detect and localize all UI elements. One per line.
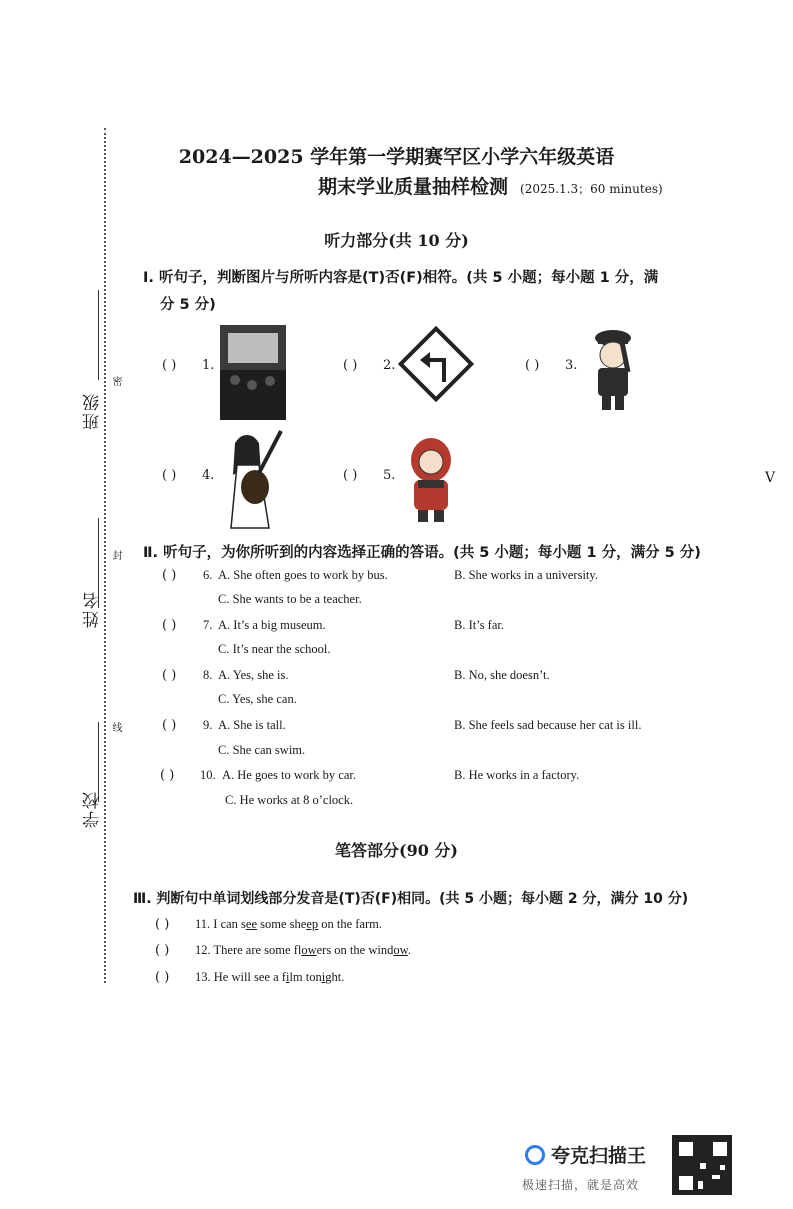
part3-instruction: Ⅲ. 判断句中单词划线部分发音是(T)否(F)相同。(共 5 小题；每小题 2 分，满分 10 分) <box>133 891 689 907</box>
subtitle-text: 期末学业质量抽样检测 <box>318 176 509 198</box>
option-b: B. It’s far. <box>454 618 504 632</box>
class-label: 班级 <box>83 392 103 430</box>
seal-char-xian: 线 <box>110 722 121 732</box>
option-a: A. He goes to work by car. <box>222 768 356 782</box>
option-b: B. She feels sad because her cat is ill. <box>454 718 642 732</box>
answer-blank-12[interactable]: ( ) <box>155 943 170 958</box>
question-number: 9. <box>203 718 213 732</box>
date-note: (2025.1.3；60 minutes) <box>520 182 663 196</box>
name-label: 姓名 <box>83 590 103 628</box>
sentence: 11. I can see some sheep on the farm. <box>195 917 383 931</box>
exam-title: 2024—2025 学年第一学期赛罕区小学六年级英语 <box>178 146 615 168</box>
brand-name: 夸克扫描王 <box>551 1145 647 1167</box>
option-c: C. She wants to be a teacher. <box>218 592 362 606</box>
item-number-2: 2. <box>383 358 396 373</box>
option-c: C. Yes, she can. <box>218 692 297 706</box>
option-a: A. She often goes to work by bus. <box>218 568 388 582</box>
item-number-1: 1. <box>202 358 215 373</box>
option-c: C. He works at 8 o’clock. <box>225 793 354 807</box>
concert-photo-image <box>220 325 286 420</box>
answer-blank-2[interactable]: ( ) <box>343 358 358 373</box>
answer-blank-8[interactable]: ( ) <box>162 668 177 683</box>
item-number-3: 3. <box>565 358 578 373</box>
answer-blank-13[interactable]: ( ) <box>155 970 170 985</box>
option-c: C. She can swim. <box>218 743 306 757</box>
answer-blank-3[interactable]: ( ) <box>525 358 540 373</box>
item-number-5: 5. <box>383 468 396 483</box>
question-number: 8. <box>203 668 213 682</box>
scanner-logo-icon <box>525 1145 545 1165</box>
police-officer-icon <box>582 322 644 412</box>
underlined-sound-1: ow <box>301 943 317 957</box>
writing-heading: 笔答部分(90 分) <box>335 841 458 860</box>
answer-blank-5[interactable]: ( ) <box>343 468 358 483</box>
edge-mark: V <box>765 470 776 486</box>
part2-instruction: Ⅱ. 听句子，为你所听到的内容选择正确的答语。(共 5 小题；每小题 1 分，满分 5 分) <box>143 545 701 561</box>
answer-blank-11[interactable]: ( ) <box>155 917 170 932</box>
question-number: 10. <box>200 768 216 782</box>
scanner-tagline: 极速扫描，就是高效 <box>522 1178 640 1192</box>
seal-char-feng: 封 <box>110 550 121 560</box>
underlined-sound-2: i <box>321 970 326 984</box>
school-label: 学校 <box>83 790 103 828</box>
underlined-sound-2: ep <box>306 917 319 931</box>
answer-blank-4[interactable]: ( ) <box>162 468 177 483</box>
underlined-sound-2: ow <box>393 943 408 957</box>
part1-instruction-line2: 分 5 分) <box>160 297 216 313</box>
item-number-4: 4. <box>202 468 215 483</box>
option-c: C. It’s near the school. <box>218 642 331 656</box>
seal-char-mi: 密 <box>110 376 121 386</box>
sentence: 12. There are some flowers on the window. <box>195 943 411 957</box>
part1-instruction-line1: Ⅰ. 听句子，判断图片与所听内容是(T)否(F)相符。(共 5 小题；每小题 1 分，满 <box>143 270 659 286</box>
listening-heading: 听力部分(共 10 分) <box>324 231 469 250</box>
question-number: 7. <box>203 618 213 632</box>
turn-left-sign-icon <box>398 326 474 402</box>
option-a: A. Yes, she is. <box>218 668 289 682</box>
scanner-brand <box>525 1141 646 1168</box>
option-a: A. She is tall. <box>218 718 286 732</box>
option-b: B. She works in a university. <box>454 568 598 582</box>
exam-subtitle <box>318 172 663 199</box>
underlined-sound-1: i <box>285 970 290 984</box>
class-underline <box>98 290 99 380</box>
answer-blank-6[interactable]: ( ) <box>162 568 177 583</box>
answer-blank-10[interactable]: ( ) <box>160 768 175 783</box>
underlined-sound-1: ee <box>245 917 258 931</box>
qr-code-icon <box>672 1135 732 1195</box>
pipa-player-icon <box>225 425 295 530</box>
option-b: B. No, she doesn’t. <box>454 668 550 682</box>
question-number: 6. <box>203 568 213 582</box>
sentence: 13. He will see a film tonight. <box>195 970 345 984</box>
option-b: B. He works in a factory. <box>454 768 580 782</box>
winter-child-icon <box>400 430 462 525</box>
answer-blank-1[interactable]: ( ) <box>162 358 177 373</box>
answer-blank-7[interactable]: ( ) <box>162 618 177 633</box>
answer-blank-9[interactable]: ( ) <box>162 718 177 733</box>
option-a: A. It’s a big museum. <box>218 618 326 632</box>
